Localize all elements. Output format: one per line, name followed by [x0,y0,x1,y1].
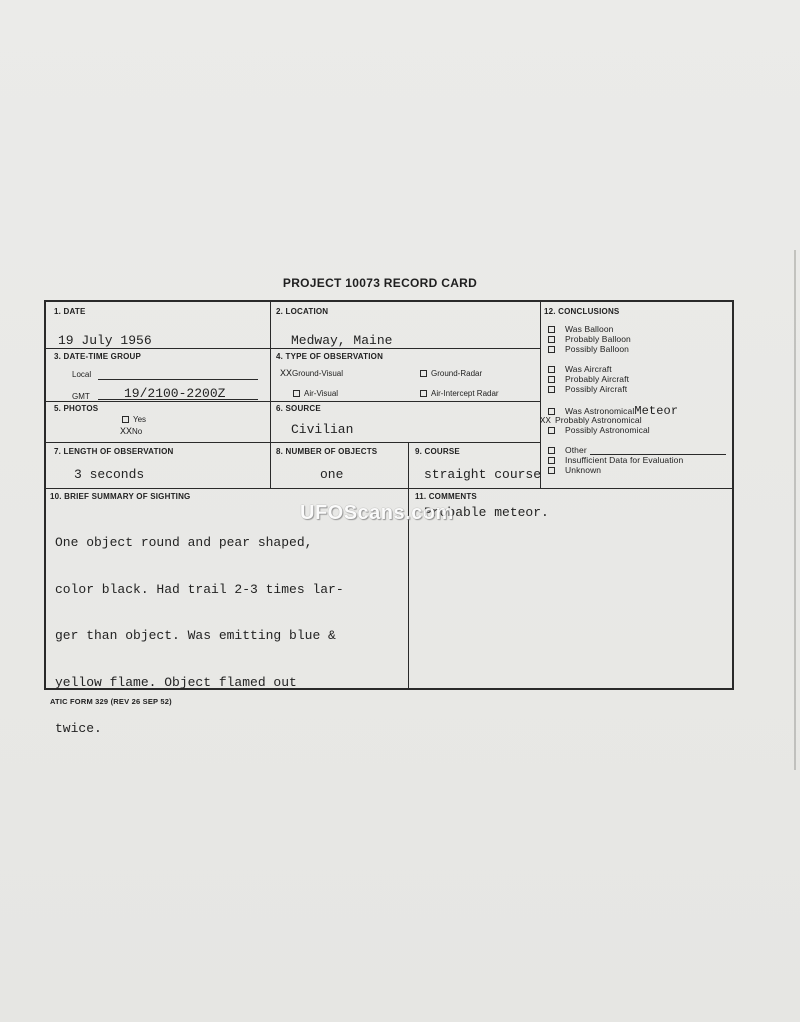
ground-visual-text: Ground-Visual [292,369,344,378]
date-value: 19 July 1956 [58,333,152,348]
summary-text [55,504,405,768]
divider-row-1 [46,348,540,349]
divider-col-1 [270,302,271,488]
conclusion-checkbox [548,427,555,434]
photos-yes-option [122,415,146,424]
conclusion-item: Possibly Balloon [548,344,629,354]
ground-radar-checkbox [420,370,427,377]
air-visual-checkbox [293,390,300,397]
location-value: Medway, Maine [291,333,393,348]
probably-astro-mark: XX [540,416,552,426]
comments-label: 11. COMMENTS [415,492,477,501]
length-label: 7. LENGTH OF OBSERVATION [54,447,174,456]
air-visual-option [293,389,338,398]
dtg-gmt-line [98,399,258,400]
ground-radar-text: Ground-Radar [431,369,483,378]
ground-visual-option [280,369,343,380]
summary-line-3: ger than object. Was emitting blue & [55,628,336,643]
conclusion-checkbox [548,366,555,373]
air-visual-text: Air-Visual [304,389,339,398]
conclusion-item: Probably Aircraft [548,374,629,384]
page-edge-shadow [794,250,796,770]
conclusion-checkbox [548,457,555,464]
divider-row-3 [46,442,540,443]
conclusion-checkbox [548,467,555,474]
summary-line-4: yellow flame. Object flamed out [55,674,297,690]
conclusion-item: Probably Balloon [548,334,631,344]
conclusion-checkbox [548,336,555,343]
divider-row-4 [46,488,732,489]
photos-yes-checkbox [122,416,129,423]
conclusion-checkbox [548,326,555,333]
photos-no-text: No [132,427,143,436]
form-footer: ATIC FORM 329 (REV 26 SEP 52) [50,697,172,706]
conclusion-item-checked: XX Probably Astronomical [540,415,642,426]
astro-typed-meteor: Meteor [634,404,679,418]
air-intercept-option [420,389,499,398]
conclusion-checkbox [548,376,555,383]
summary-line-5: twice. [55,721,102,736]
conclusion-item: Was AstronomicalMeteor [548,404,678,418]
conclusion-item: Other [548,445,587,455]
card-title: PROJECT 10073 RECORD CARD [282,276,478,290]
conclusion-item: Insufficient Data for Evaluation [548,455,683,465]
date-label: 1. DATE [54,307,86,316]
source-label: 6. SOURCE [276,404,321,413]
divider-col-2 [540,302,541,488]
air-intercept-checkbox [420,390,427,397]
summary-line-1: One object round and pear shaped, [55,535,313,550]
divider-col-3 [408,442,409,688]
source-value: Civilian [291,422,354,437]
watermark-logo: UFOScans.com [300,502,454,524]
objects-label: 8. NUMBER OF OBJECTS [276,447,378,456]
photos-yes-text: Yes [133,415,147,424]
ground-radar-option [420,369,482,378]
photos-no-mark: XX [120,427,133,438]
photos-label: 5. PHOTOS [54,404,99,413]
air-intercept-text: Air-Intercept Radar [431,389,499,398]
conclusion-checkbox [548,346,555,353]
summary-line-2: color black. Had trail 2-3 times lar- [55,581,344,597]
photos-no-option [120,427,142,438]
course-value: straight course [424,467,542,482]
conclusion-checkbox [548,386,555,393]
type-label: 4. TYPE OF OBSERVATION [276,352,384,361]
summary-label: 10. BRIEF SUMMARY OF SIGHTING [50,492,191,501]
dtg-label: 3. DATE-TIME GROUP [54,352,142,361]
conclusion-item: Was Balloon [548,324,614,334]
location-label: 2. LOCATION [276,307,329,316]
dtg-local-label: Local [72,370,92,379]
conclusion-item: Was Aircraft [548,364,612,374]
conclusion-item: Possibly Astronomical [548,425,650,435]
comments-value: Probable meteor. [424,505,549,520]
ground-visual-mark: XX [280,369,293,380]
conclusion-item: Unknown [548,465,601,475]
length-value: 3 seconds [74,467,145,482]
conclusions-label: 12. CONCLUSIONS [544,307,620,316]
conclusion-item: Possibly Aircraft [548,384,627,394]
dtg-local-line [98,379,258,380]
objects-value: one [320,467,344,482]
dtg-gmt-label: GMT [72,392,90,401]
course-label: 9. COURSE [415,447,460,456]
dtg-gmt-value: 19/2100-2200Z [124,386,226,401]
conclusion-checkbox [548,447,555,454]
divider-row-2 [46,401,540,402]
